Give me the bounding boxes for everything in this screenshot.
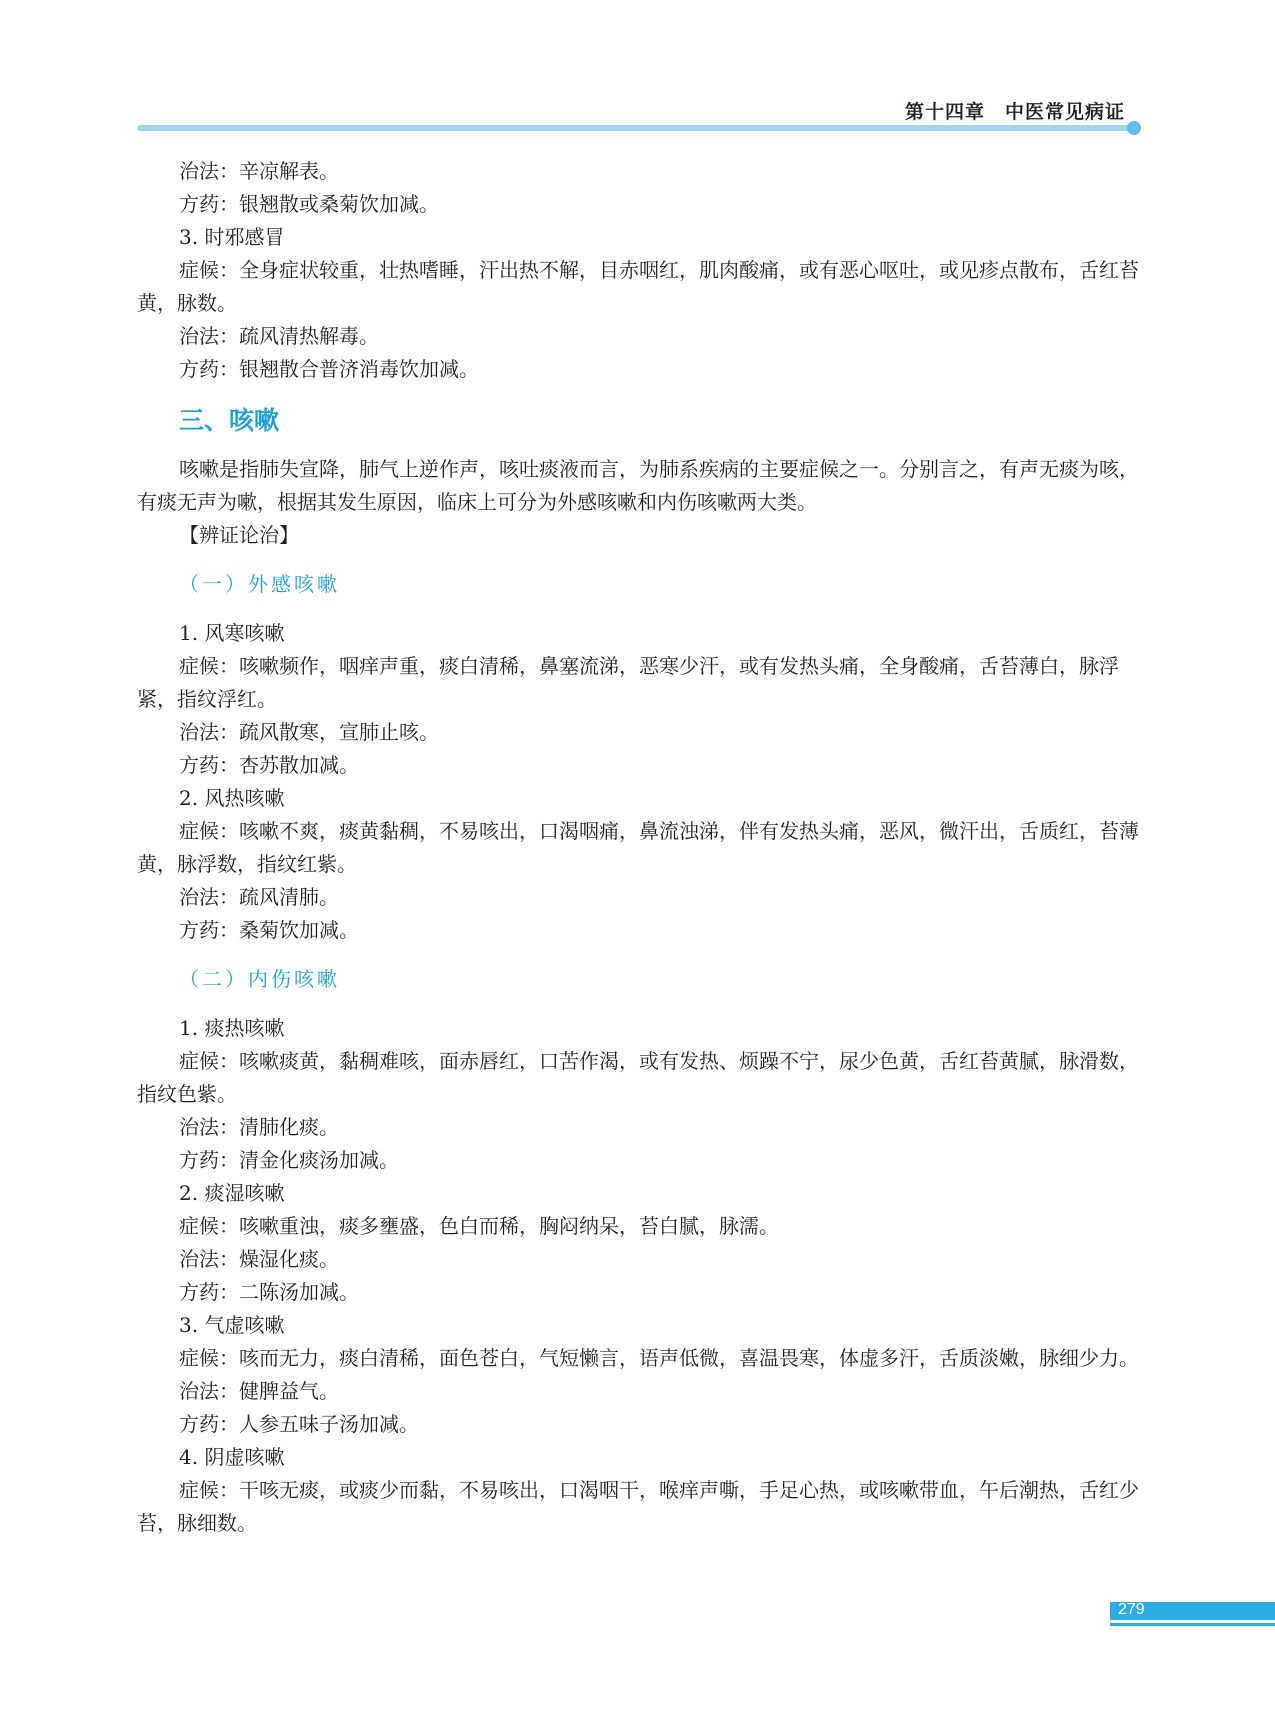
paragraph: 治法：疏风散寒，宣肺止咳。: [179, 720, 439, 744]
paragraph: 症候：咳嗽重浊，痰多壅盛，色白而稀，胸闷纳呆，苔白腻，脉濡。: [179, 1214, 779, 1238]
page-header-title: 第十四章 中医常见病证: [904, 101, 1125, 123]
paragraph: 症候：全身症状较重，壮热嗜睡，汗出热不解，目赤咽红，肌肉酸痛，或有恶心呕吐，或见疹点散布，舌红苔黄，脉数。: [137, 258, 1139, 315]
paragraph: 3. 时邪感冒: [179, 225, 285, 249]
paragraph: 治法：清肺化痰。: [179, 1115, 339, 1139]
paragraph: 方药：二陈汤加减。: [179, 1280, 359, 1304]
paragraph: 2. 风热咳嗽: [179, 786, 285, 810]
paragraph: 3. 气虚咳嗽: [179, 1313, 285, 1337]
paragraph: 治法：燥湿化痰。: [179, 1247, 339, 1271]
paragraph: 症候：咳而无力，痰白清稀，面色苍白，气短懒言，语声低微，喜温畏寒，体虚多汗，舌质淡嫩，脉细少力。: [179, 1346, 1139, 1370]
footer-underline: [1110, 1623, 1275, 1626]
paragraph: 方药：杏苏散加减。: [179, 753, 359, 777]
paragraph: 方药：桑菊饮加减。: [179, 918, 359, 942]
paragraph: 1. 痰热咳嗽: [179, 1016, 285, 1040]
header-divider-dot: [1127, 121, 1141, 135]
paragraph: 方药：人参五味子汤加减。: [179, 1412, 419, 1436]
paragraph: 症候：咳嗽痰黄，黏稠难咳，面赤唇红，口苦作渴，或有发热、烦躁不宁，尿少色黄，舌红苔黄腻，脉滑数，指纹色紫。: [137, 1049, 1139, 1106]
paragraph: 症候：咳嗽频作，咽痒声重，痰白清稀，鼻塞流涕，恶寒少汗，或有发热头痛，全身酸痛，舌苔薄白，脉浮紧，指纹浮红。: [137, 654, 1119, 711]
paragraph: 症候：咳嗽不爽，痰黄黏稠，不易咳出，口渴咽痛，鼻流浊涕，伴有发热头痛，恶风，微汗出，舌质红，苔薄黄，脉浮数，指纹红紫。: [137, 819, 1139, 876]
subsection-heading: （一）外感咳嗽: [179, 572, 340, 596]
page-number: 279: [1118, 1601, 1145, 1618]
subsection-heading: （二）内伤咳嗽: [179, 967, 340, 991]
paragraph: 咳嗽是指肺失宣降，肺气上逆作声，咳吐痰液而言，为肺系疾病的主要症候之一。分别言之，有声无痰为咳，有痰无声为嗽，根据其发生原因，临床上可分为外感咳嗽和内伤咳嗽两大类。: [137, 457, 1139, 514]
paragraph: 2. 痰湿咳嗽: [179, 1181, 285, 1205]
paragraph: 症候：干咳无痰，或痰少而黏，不易咳出，口渴咽干，喉痒声嘶，手足心热，或咳嗽带血，午后潮热，舌红少苔，脉细数。: [137, 1478, 1139, 1535]
page-content: [137, 155, 1140, 1540]
paragraph: 方药：清金化痰汤加减。: [179, 1148, 399, 1172]
paragraph: 治法：辛凉解表。: [179, 159, 339, 183]
paragraph: 4. 阴虚咳嗽: [179, 1445, 285, 1469]
paragraph: 方药：银翘散合普济消毒饮加减。: [179, 357, 479, 381]
paragraph: 治法：疏风清肺。: [179, 885, 339, 909]
paragraph: 治法：疏风清热解毒。: [179, 324, 379, 348]
paragraph: 治法：健脾益气。: [179, 1379, 339, 1403]
paragraph: 【辨证论治】: [179, 523, 299, 547]
paragraph: 1. 风寒咳嗽: [179, 621, 285, 645]
section-heading: 三、咳嗽: [179, 406, 280, 435]
header-divider: [137, 125, 1133, 131]
paragraph: 方药：银翘散或桑菊饮加减。: [179, 192, 439, 216]
